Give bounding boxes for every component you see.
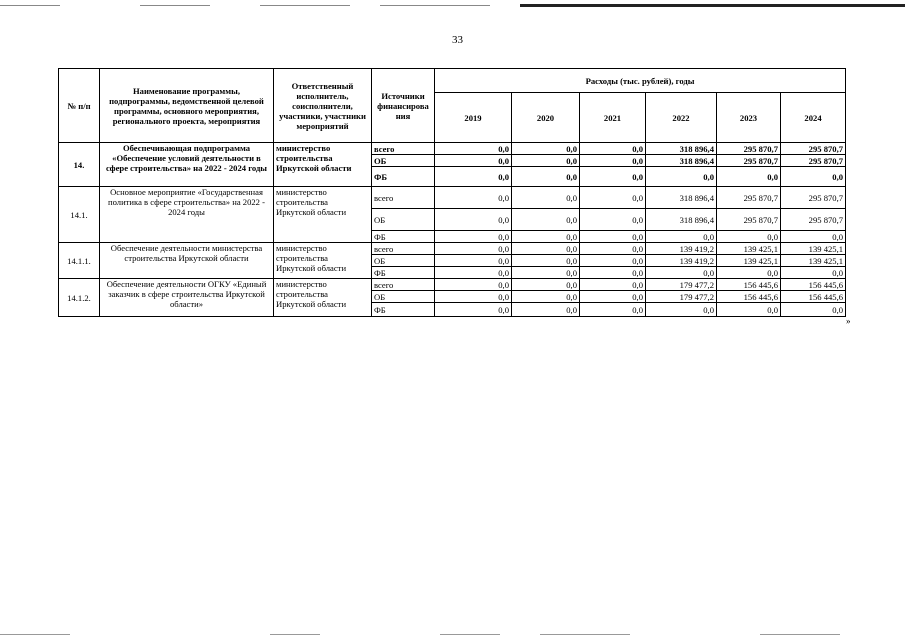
expense-value: 0,0 <box>580 167 646 187</box>
header-col-expenses: Расходы (тыс. рублей), годы <box>435 69 846 93</box>
expense-value: 0,0 <box>512 143 580 155</box>
expense-value: 0,0 <box>512 243 580 255</box>
header-year: 2020 <box>512 93 580 143</box>
header-col-num: № п/п <box>59 69 100 143</box>
expense-value: 0,0 <box>435 187 512 209</box>
row-number: 14.1. <box>59 187 100 243</box>
expense-value: 0,0 <box>580 243 646 255</box>
funding-source: ФБ <box>372 303 435 317</box>
expense-value: 295 870,7 <box>717 143 781 155</box>
expense-value: 156 445,6 <box>781 279 846 291</box>
header-year: 2019 <box>435 93 512 143</box>
expense-value: 0,0 <box>646 303 717 317</box>
expense-value: 318 896,4 <box>646 143 717 155</box>
funding-source: всего <box>372 243 435 255</box>
expense-value: 0,0 <box>717 303 781 317</box>
funding-source: ОБ <box>372 291 435 303</box>
expense-value: 0,0 <box>512 187 580 209</box>
expense-value: 0,0 <box>580 279 646 291</box>
expense-value: 0,0 <box>646 167 717 187</box>
row-number: 14.1.2. <box>59 279 100 317</box>
funding-source: всего <box>372 187 435 209</box>
funding-source: ФБ <box>372 267 435 279</box>
header-col-responsible: Ответственный исполнитель, соисполнители, участники, участники мероприятий <box>274 69 372 143</box>
expense-value: 179 477,2 <box>646 291 717 303</box>
expense-value: 0,0 <box>435 267 512 279</box>
expense-value: 0,0 <box>435 167 512 187</box>
header-year: 2021 <box>580 93 646 143</box>
program-name: Обеспечение деятельности министерства строительства Иркутской области <box>100 243 274 279</box>
expense-value: 139 419,2 <box>646 255 717 267</box>
expense-value: 139 425,1 <box>717 255 781 267</box>
funding-source: всего <box>372 279 435 291</box>
funding-source: ОБ <box>372 155 435 167</box>
expense-value: 0,0 <box>717 231 781 243</box>
continuation-arrow-icon: » <box>846 316 851 326</box>
expense-value: 295 870,7 <box>717 155 781 167</box>
expense-value: 318 896,4 <box>646 155 717 167</box>
expense-value: 0,0 <box>435 279 512 291</box>
expense-value: 0,0 <box>512 267 580 279</box>
expense-value: 295 870,7 <box>781 143 846 155</box>
row-number: 14. <box>59 143 100 187</box>
expense-value: 0,0 <box>512 303 580 317</box>
expense-value: 0,0 <box>512 231 580 243</box>
expense-value: 0,0 <box>580 143 646 155</box>
expense-value: 318 896,4 <box>646 187 717 209</box>
expense-value: 0,0 <box>580 231 646 243</box>
header-year: 2024 <box>781 93 846 143</box>
program-name: Основное мероприятие «Государственная политика в сфере строительства» на 2022 - 2024 годы <box>100 187 274 243</box>
header-col-name: Наименование программы, подпрограммы, ведомственной целевой программы, основного мероприятия, регионального проекта, мероприятия <box>100 69 274 143</box>
expense-value: 156 445,6 <box>781 291 846 303</box>
budget-table <box>58 68 846 317</box>
expense-value: 156 445,6 <box>717 279 781 291</box>
funding-source: ОБ <box>372 209 435 231</box>
expense-value: 0,0 <box>580 255 646 267</box>
header-year: 2023 <box>717 93 781 143</box>
funding-source: ФБ <box>372 231 435 243</box>
expense-value: 0,0 <box>781 167 846 187</box>
scan-edge-top <box>0 0 905 8</box>
expense-value: 0,0 <box>580 267 646 279</box>
row-number: 14.1.1. <box>59 243 100 279</box>
expense-value: 0,0 <box>435 209 512 231</box>
expense-value: 0,0 <box>580 209 646 231</box>
expense-value: 0,0 <box>435 155 512 167</box>
expense-value: 0,0 <box>717 267 781 279</box>
expense-value: 0,0 <box>435 291 512 303</box>
expense-value: 295 870,7 <box>717 209 781 231</box>
expense-value: 0,0 <box>646 231 717 243</box>
expense-value: 0,0 <box>512 209 580 231</box>
program-name: Обеспечение деятельности ОГКУ «Единый заказчик в сфере строительства Иркутской области» <box>100 279 274 317</box>
responsible-executor: министерство строительства Иркутской области <box>274 279 372 317</box>
expense-value: 0,0 <box>435 255 512 267</box>
expense-value: 139 425,1 <box>781 243 846 255</box>
responsible-executor: министерство строительства Иркутской области <box>274 143 372 187</box>
expense-value: 0,0 <box>512 167 580 187</box>
expense-value: 0,0 <box>512 155 580 167</box>
expense-value: 0,0 <box>512 291 580 303</box>
expense-value: 0,0 <box>580 303 646 317</box>
expense-value: 0,0 <box>781 267 846 279</box>
expense-value: 0,0 <box>646 267 717 279</box>
expense-value: 0,0 <box>580 155 646 167</box>
program-name: Обеспечивающая подпрограмма «Обеспечение условий деятельности в сфере строительства» на 2022 - 2024 годы <box>100 143 274 187</box>
expense-value: 156 445,6 <box>717 291 781 303</box>
expense-value: 139 419,2 <box>646 243 717 255</box>
expense-value: 0,0 <box>512 279 580 291</box>
expense-value: 295 870,7 <box>781 187 846 209</box>
expense-value: 0,0 <box>435 231 512 243</box>
responsible-executor: министерство строительства Иркутской области <box>274 243 372 279</box>
funding-source: ФБ <box>372 167 435 187</box>
expense-value: 295 870,7 <box>781 209 846 231</box>
responsible-executor: министерство строительства Иркутской области <box>274 187 372 243</box>
expense-value: 318 896,4 <box>646 209 717 231</box>
funding-source: всего <box>372 143 435 155</box>
funding-source: ОБ <box>372 255 435 267</box>
expense-value: 0,0 <box>512 255 580 267</box>
expense-value: 0,0 <box>781 303 846 317</box>
expense-value: 0,0 <box>580 291 646 303</box>
expense-value: 0,0 <box>580 187 646 209</box>
expense-value: 0,0 <box>435 143 512 155</box>
expense-value: 295 870,7 <box>781 155 846 167</box>
expense-value: 295 870,7 <box>717 187 781 209</box>
expense-value: 139 425,1 <box>781 255 846 267</box>
header-col-source: Источники финансирова ния <box>372 69 435 143</box>
expense-value: 0,0 <box>781 231 846 243</box>
header-year: 2022 <box>646 93 717 143</box>
expense-value: 139 425,1 <box>717 243 781 255</box>
page-number: 33 <box>452 34 463 46</box>
expense-value: 0,0 <box>717 167 781 187</box>
expense-value: 179 477,2 <box>646 279 717 291</box>
expense-value: 0,0 <box>435 243 512 255</box>
expense-value: 0,0 <box>435 303 512 317</box>
